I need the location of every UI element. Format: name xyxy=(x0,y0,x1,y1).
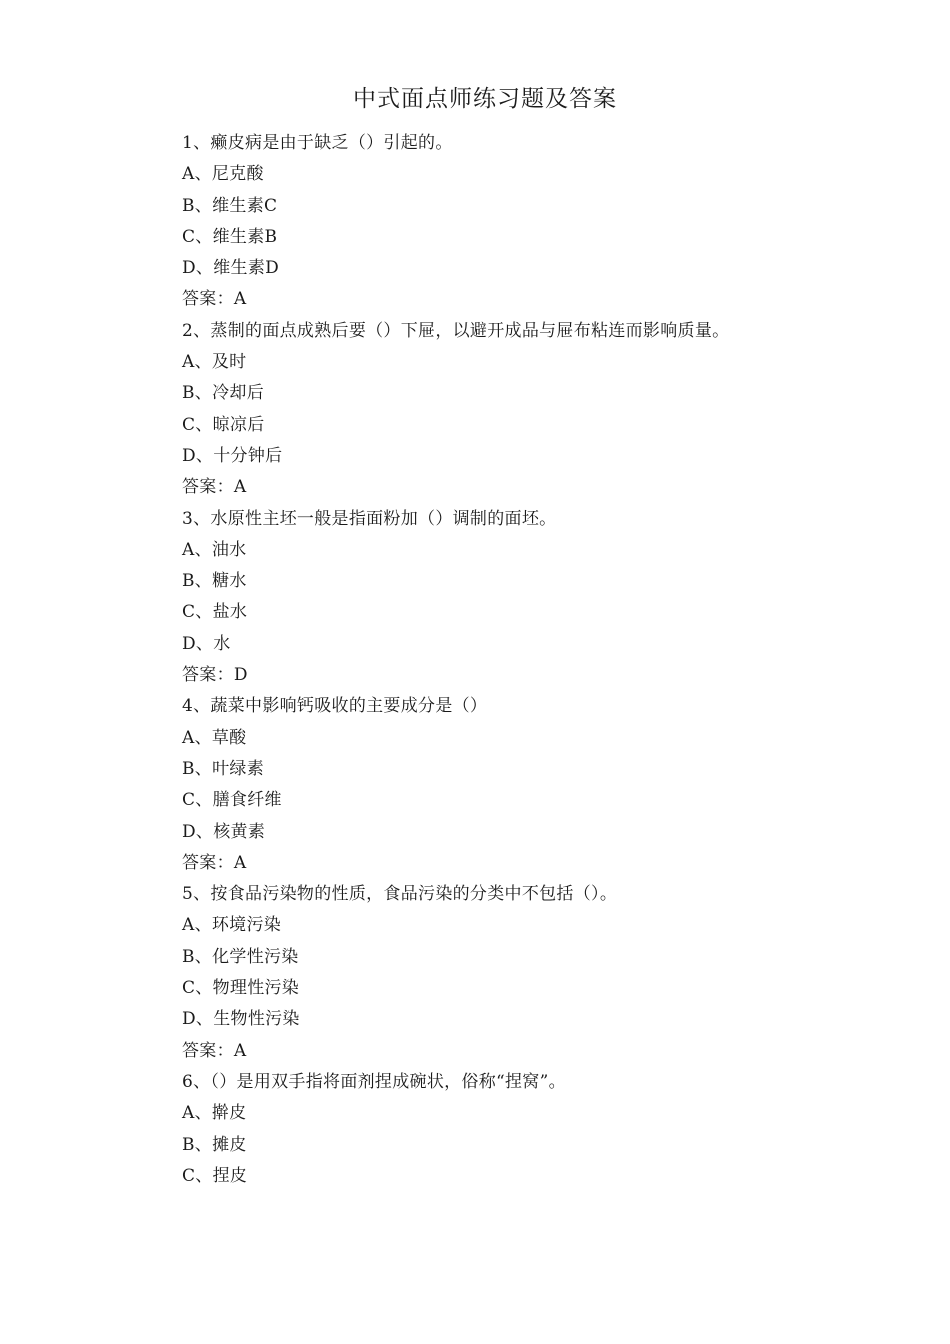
option-b: B、冷却后 xyxy=(182,383,264,404)
answer-text: 答案：A xyxy=(182,477,247,498)
answer-text: 答案：D xyxy=(182,665,248,686)
option-d: D、核黄素 xyxy=(182,821,266,842)
question-list xyxy=(182,128,882,1192)
option-a: A、环境污染 xyxy=(182,915,282,936)
question-block xyxy=(182,1067,882,1192)
question-text: 2、蒸制的面点成熟后要（）下屉，以避开成品与屉布粘连而影响质量。 xyxy=(182,320,730,341)
option-c: C、捏皮 xyxy=(182,1165,248,1186)
question-block xyxy=(182,879,882,1067)
option-c: C、晾凉后 xyxy=(182,414,265,435)
document-title: 中式面点师练习题及答案 xyxy=(353,86,617,112)
question-text: 5、按食品污染物的性质，食品污染的分类中不包括（）。 xyxy=(182,884,618,905)
option-a: A、油水 xyxy=(182,539,247,560)
option-d: D、生物性污染 xyxy=(182,1009,300,1030)
option-a: A、草酸 xyxy=(182,727,247,748)
question-block xyxy=(182,504,882,692)
option-a: A、及时 xyxy=(182,352,247,373)
option-b: B、化学性污染 xyxy=(182,946,299,967)
option-b: B、叶绿素 xyxy=(182,758,264,779)
answer-text: 答案：A xyxy=(182,1040,247,1061)
option-a: A、擀皮 xyxy=(182,1103,247,1124)
question-block xyxy=(182,316,882,504)
option-c: C、膳食纤维 xyxy=(182,790,282,811)
question-text: 1、癞皮病是由于缺乏（）引起的。 xyxy=(182,133,453,153)
option-a: A、尼克酸 xyxy=(182,164,264,185)
answer-text: 答案：A xyxy=(182,852,247,873)
option-b: B、摊皮 xyxy=(182,1134,247,1155)
option-c: C、维生素B xyxy=(182,226,278,247)
option-d: D、十分钟后 xyxy=(182,445,283,466)
question-block xyxy=(182,128,882,316)
question-text: 4、蔬菜中影响钙吸收的主要成分是（） xyxy=(182,696,488,717)
option-c: C、物理性污染 xyxy=(182,978,300,999)
option-d: D、水 xyxy=(182,633,231,654)
option-b: B、维生素C xyxy=(182,195,278,216)
option-c: C、盐水 xyxy=(182,602,248,623)
answer-text: 答案：A xyxy=(182,289,247,310)
option-b: B、糖水 xyxy=(182,571,247,592)
question-text: 6、（）是用双手指将面剂捏成碗状，俗称“捏窝”。 xyxy=(182,1071,566,1092)
option-d: D、维生素D xyxy=(182,258,280,279)
question-block xyxy=(182,691,882,879)
question-text: 3、水原性主坯一般是指面粉加（）调制的面坯。 xyxy=(182,508,557,529)
